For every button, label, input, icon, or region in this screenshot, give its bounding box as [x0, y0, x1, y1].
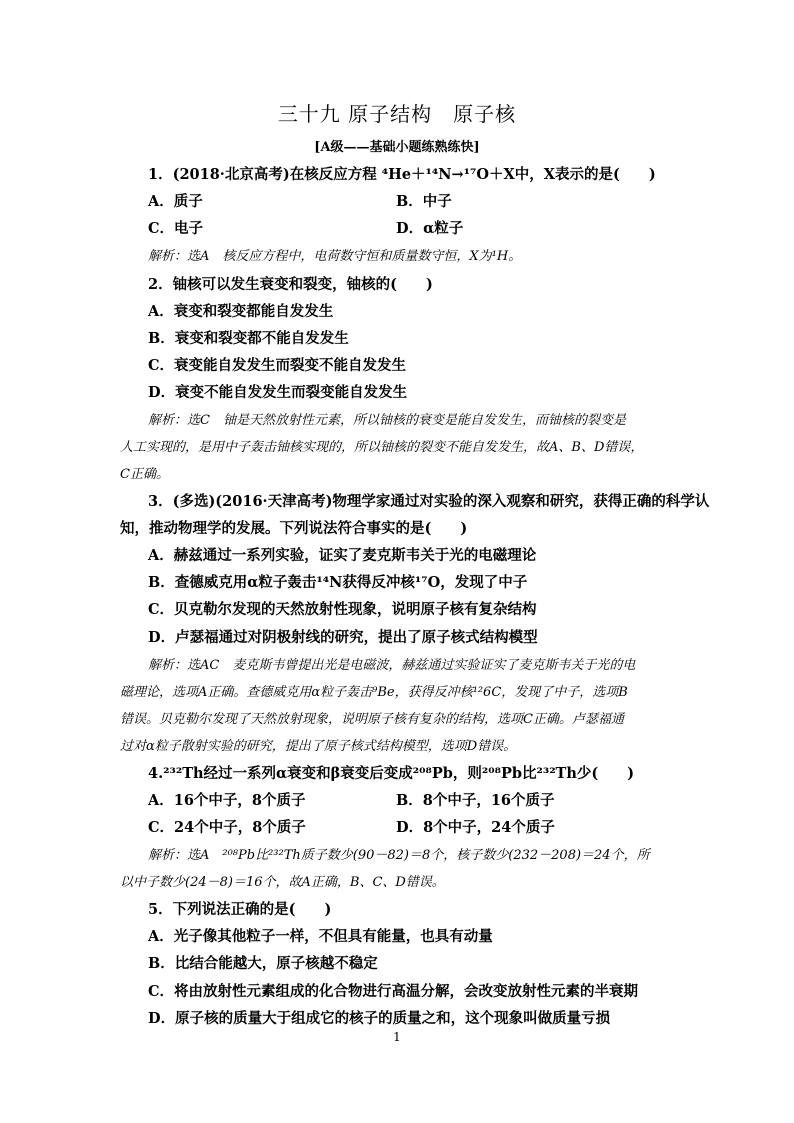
question-2-stem: 2．铀核可以发生衰变和裂变，铀核的( ): [148, 276, 433, 293]
question-1-option-a: A．质子: [148, 193, 203, 210]
question-1-option-d: D．α粒子: [396, 220, 464, 237]
question-3-stem-line-2: 知，推动物理学的发展。下列说法符合事实的是( ): [120, 520, 468, 537]
question-2-analysis-line-1: 解析：选C 铀是天然放射性元素，所以铀核的衰变是能自发发生，而铀核的裂变是: [148, 413, 626, 428]
question-5-option-d: D．原子核的质量大于组成它的核子的质量之和，这个现象叫做质量亏损: [148, 1010, 611, 1027]
question-1-analysis: 解析：选A 核反应方程中，电荷数守恒和质量数守恒，X为¹H。: [148, 249, 522, 264]
question-2-option-c: C．衰变能自发发生而裂变不能自发发生: [148, 357, 407, 374]
question-3-analysis-line-1: 解析：选AC 麦克斯韦曾提出光是电磁波，赫兹通过实验证实了麦克斯韦关于光的电: [148, 658, 636, 673]
question-3-option-b: B．查德威克用α粒子轰击¹⁴N获得反冲核¹⁷O，发现了中子: [148, 574, 528, 591]
question-2-analysis-line-2: 人工实现的，是用中子轰击铀核实现的，所以铀核的裂变不能自发发生，故A、B、D错误，: [120, 440, 644, 455]
question-5-option-a: A．光子像其他粒子一样，不但具有能量，也具有动量: [148, 928, 493, 945]
question-1-option-b: B．中子: [396, 193, 452, 210]
section-subtitle: [A级——基础小题练熟练快]: [314, 140, 480, 155]
question-1-stem: 1．(2018·北京高考)在核反应方程 ⁴He＋¹⁴N→¹⁷O＋X中，X表示的是( ): [148, 166, 656, 183]
question-5-option-c: C．将由放射性元素组成的化合物进行高温分解，会改变放射性元素的半衰期: [148, 983, 639, 1000]
page-title: 三十九 原子结构 原子核: [277, 102, 517, 126]
question-3-analysis-line-4: 过对α粒子散射实验的研究，提出了原子核式结构模型，选项D错误。: [120, 739, 517, 754]
question-3-option-c: C．贝克勒尔发现的天然放射性现象，说明原子核有复杂结构: [148, 601, 537, 618]
page-number: 1: [393, 1030, 401, 1044]
question-5-option-b: B．比结合能越大，原子核越不稳定: [148, 955, 378, 972]
question-3-option-a: A．赫兹通过一系列实验，证实了麦克斯韦关于光的电磁理论: [148, 547, 537, 564]
question-3-stem-line-1: 3．(多选)(2016·天津高考)物理学家通过对实验的深入观察和研究，获得正确的科学认: [148, 493, 710, 510]
question-4-option-b: B．8个中子，16个质子: [396, 792, 555, 809]
question-3-analysis-line-3: 错误。贝克勒尔发现了天然放射现象，说明原子核有复杂的结构，选项C正确。卢瑟福通: [120, 712, 624, 727]
question-4-option-d: D．8个中子，24个质子: [396, 819, 555, 836]
question-2-option-d: D．衰变不能自发发生而裂变能自发发生: [148, 384, 408, 401]
question-1-option-c: C．电子: [148, 220, 204, 237]
question-4-option-c: C．24个中子，8个质子: [148, 819, 306, 836]
question-3-option-d: D．卢瑟福通过对阴极射线的研究，提出了原子核式结构模型: [148, 629, 538, 646]
question-4-stem: 4.²³²Th经过一系列α衰变和β衰变后变成²⁰⁸Pb，则²⁰⁸Pb比²³²Th少( ): [148, 765, 635, 782]
question-4-analysis-line-2: 以中子数少(24－8)＝16个，故A正确，B、C、D错误。: [120, 875, 445, 890]
question-4-analysis-line-1: 解析：选A ²⁰⁸Pb比²³²Th质子数少(90－82)＝8个，核子数少(232－208)＝24个，所: [148, 848, 650, 863]
question-5-stem: 5．下列说法正确的是( ): [148, 901, 332, 918]
question-2-analysis-line-3: C正确。: [120, 467, 169, 482]
question-2-option-a: A．衰变和裂变都能自发发生: [148, 303, 334, 320]
question-3-analysis-line-2: 磁理论，选项A正确。查德威克用α粒子轰击⁹Be，获得反冲核¹²6C，发现了中子，选项B: [120, 685, 628, 700]
question-2-option-b: B．衰变和裂变都不能自发发生: [148, 330, 349, 347]
question-4-option-a: A．16个中子，8个质子: [148, 792, 306, 809]
